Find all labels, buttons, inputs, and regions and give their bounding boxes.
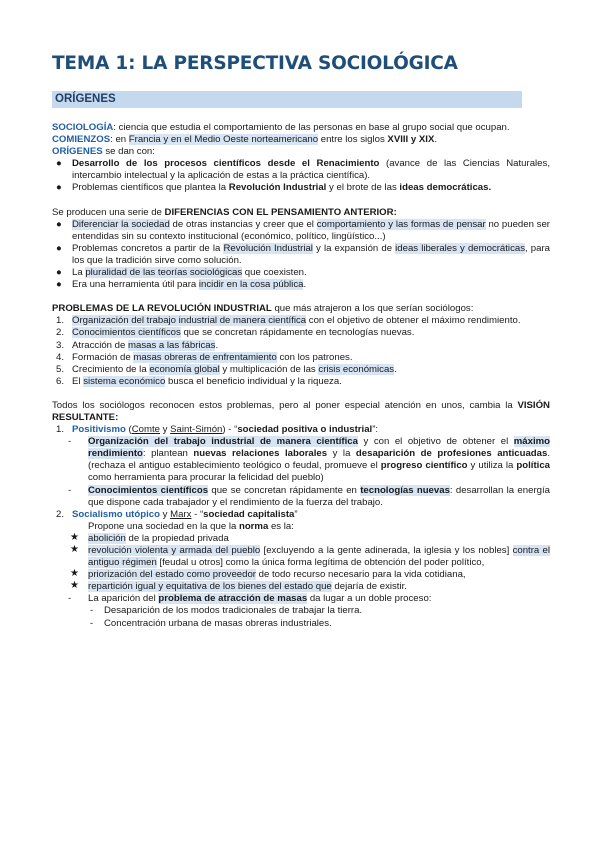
- paragraph-propone: Propone una sociedad en la que la norma es la:: [88, 520, 294, 532]
- paragraph-problemas: PROBLEMAS DE LA REVOLUCIÓN INDUSTRIAL que más atrajeron a los que serían sociólogos:: [52, 303, 474, 315]
- bullet-icon: ●: [56, 267, 62, 279]
- sub-list-item: - Conocimientos científicos que se concretan rápidamente en tecnologías nuevas: desarrollan la energía que dispone cada trabajador y el rendimiento de la fuerza del trabajo.: [68, 484, 550, 508]
- star-icon: ★: [70, 568, 79, 580]
- paragraph-sociologia: SOCIOLOGÍA: ciencia que estudia el comportamiento de las personas en base al grupo social que ocupan.: [52, 122, 510, 133]
- numbered-item: 1. Organización del trabajo industrial de manera científica con el objetivo de obtener el máximo rendimiento.: [56, 315, 521, 327]
- sub-list-item: - La aparición del problema de atracción de masas da lugar a un doble proceso:: [68, 593, 432, 605]
- paragraph-diferencias: Se producen una serie de DIFERENCIAS CON EL PENSAMIENTO ANTERIOR:: [52, 206, 397, 218]
- star-item: ★ abolición de la propiedad privada: [70, 531, 229, 544]
- list-item: ● Era una herramienta útil para incidir en la cosa pública.: [56, 279, 307, 291]
- numbered-item: 4. Formación de masas obreras de enfrentamiento con los patrones.: [56, 351, 353, 363]
- numbered-item: 1. Positivismo (Comte y Saint-Simón) - “sociedad positiva o industrial”:: [56, 424, 379, 436]
- dash-icon: -: [68, 436, 72, 448]
- star-icon: ★: [70, 580, 79, 592]
- section-heading: ORÍGENES: [52, 91, 522, 108]
- star-icon: ★: [70, 544, 79, 555]
- bullet-icon: ●: [56, 218, 62, 230]
- numbered-item: 2. Conocimientos científicos que se concretan rápidamente en tecnologías nuevas.: [56, 327, 415, 339]
- numbered-item: 3. Atracción de masas a las fábricas.: [56, 339, 219, 351]
- page-title: TEMA 1: LA PERSPECTIVA SOCIOLÓGICA: [52, 53, 458, 74]
- numbered-item: 2. Socialismo utópico y Marx - “sociedad capitalista”: [56, 508, 298, 520]
- numbered-item: 5. Crecimiento de la economía global y multiplicación de las crisis económicas.: [56, 363, 397, 375]
- list-item: ● La pluralidad de las teorías sociológicas que coexisten.: [56, 267, 307, 279]
- star-item: ★ repartición igual y equitativa de los bienes del estado que dejaría de existir.: [70, 580, 407, 593]
- paragraph-vision: Todos los sociólogos reconocen estos problemas, pero al poner especial atención en unos, cambia la VISIÓN RESULTANTE:: [52, 399, 550, 423]
- list-item: ● Problemas concretos a partir de la Revolución Industrial y la expansión de ideas liberales y democráticas, para los que la tradición sirve como solución.: [56, 242, 550, 266]
- list-item: ● Problemas científicos que plantea la Revolución Industrial y el brote de las ideas democráticas.: [56, 182, 492, 194]
- list-item: ● Diferenciar la sociedad de otras instancias y creer que el comportamiento y las formas de pensar no pueden ser entendidas sin su contexto institucional (económico, político, lingüístico...): [56, 218, 551, 242]
- dash-icon: -: [90, 605, 94, 617]
- dash-icon: -: [90, 617, 94, 629]
- paragraph-origenes: ORÍGENES se dan con:: [52, 146, 155, 158]
- star-item: ★ revolución violenta y armada del pueblo [excluyendo a la gente adinerada, la iglesia y los nobles] contra el antiguo régimen [feudal u otros] como la única forma legítima de obtención del poder político,: [70, 544, 551, 569]
- paragraph-comienzos: COMIENZOS: en Francia y en el Medio Oeste norteamericano entre los siglos XVIII y XIX.: [52, 134, 438, 146]
- list-item: ● Desarrollo de los procesos científicos desde el Renacimiento (avance de las Ciencias Naturales, intercambio intelectual y la aplicación de estas a la práctica científica).: [56, 158, 550, 182]
- bullet-icon: ●: [56, 158, 62, 170]
- bullet-icon: ●: [56, 182, 62, 194]
- dash-icon: -: [68, 593, 72, 605]
- sub-sub-list-item: - Desaparición de los modos tradicionales de trabajar la tierra.: [90, 605, 363, 617]
- numbered-item: 6. El sistema económico busca el beneficio individual y la riqueza.: [56, 375, 342, 387]
- dash-icon: -: [68, 484, 72, 496]
- star-item: ★ priorización del estado como proveedor de todo recurso necesario para la vida cotidiana,: [70, 568, 466, 581]
- sub-list-item: - Organización del trabajo industrial de manera científica y con el objetivo de obtener el máximo rendimiento: plantean nuevas relaciones laborales y la desaparición de profesiones anticuadas. (rechaza el antiguo establecimiento teológico o feudal, promueve el progreso científico y utiliza la política como herramienta para procurar la felicidad del pueblo): [68, 436, 551, 484]
- sub-sub-list-item: - Concentración urbana de masas obreras industriales.: [90, 617, 332, 629]
- bullet-icon: ●: [56, 279, 62, 291]
- star-icon: ★: [70, 531, 79, 543]
- bullet-icon: ●: [56, 242, 62, 254]
- document-body: [52, 122, 550, 630]
